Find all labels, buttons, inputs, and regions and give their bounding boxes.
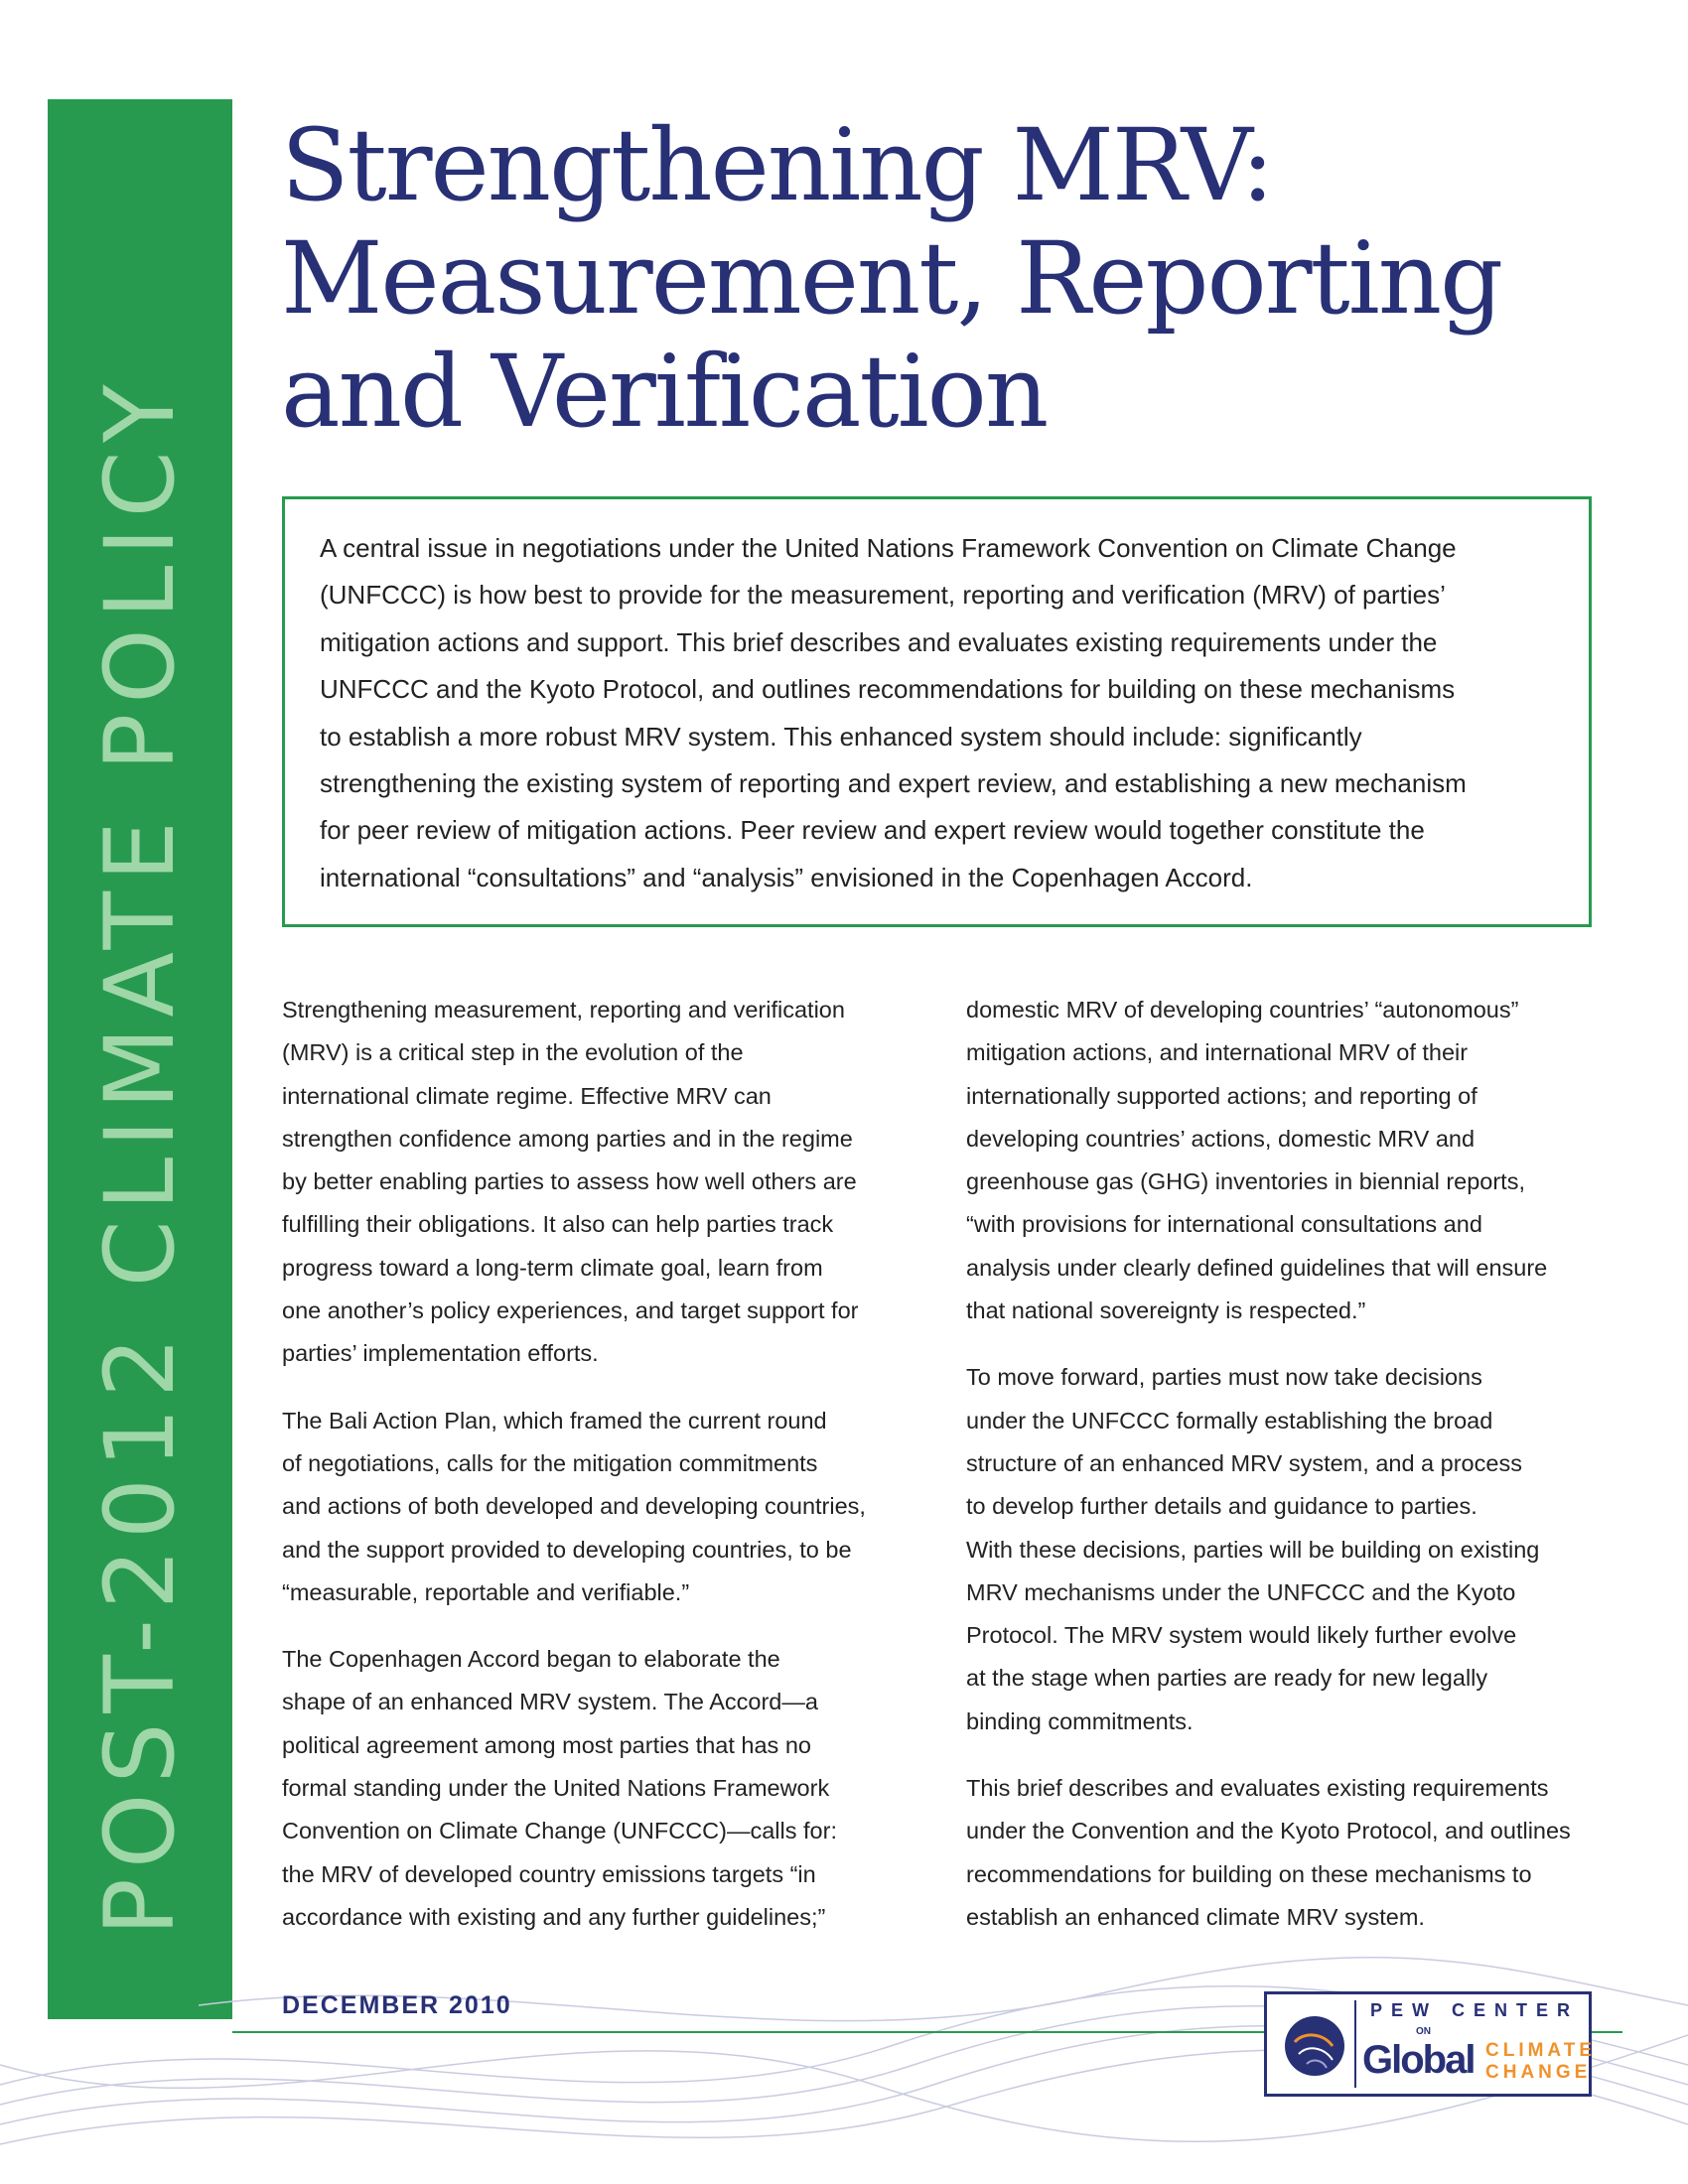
body-paragraph (282, 1638, 866, 1939)
body-line: formal standing under the United Nations Framework (282, 1775, 830, 1802)
body-paragraph (966, 1767, 1571, 1939)
body-line: “with provisions for international consultations and (966, 1211, 1482, 1238)
logo-on-text: ON (1416, 2026, 1431, 2037)
body-line: greenhouse gas (GHG) inventories in biennial reports, (966, 1168, 1525, 1195)
logo-global-text: Global (1362, 2038, 1475, 2082)
body-line: “measurable, reportable and verifiable.” (282, 1578, 690, 1605)
body-line: one another’s policy experiences, and target support for (282, 1297, 859, 1324)
summary-line: A central issue in negotiations under the United Nations Framework Convention on Climate Change (320, 533, 1457, 563)
body-line: binding commitments. (966, 1707, 1194, 1734)
body-line: international climate regime. Effective MRV can (282, 1082, 772, 1109)
body-line: that national sovereignty is respected.” (966, 1297, 1366, 1324)
body-line: to develop further details and guidance to parties. (966, 1493, 1477, 1520)
summary-line: strengthening the existing system of reporting and expert review, and establishing a new mechanism (320, 768, 1467, 799)
body-line: accordance with existing and any further guidelines;” (282, 1903, 826, 1930)
body-column-left (282, 989, 866, 1963)
body-line: recommendations for building on these mechanisms to (966, 1860, 1532, 1887)
body-line: progress toward a long-term climate goal, learn from (282, 1254, 823, 1281)
summary-box (282, 496, 1592, 927)
logo-divider (1354, 2000, 1356, 2088)
title-line: Strengthening MRV: (281, 107, 1273, 223)
body-line: With these decisions, parties will be building on existing (966, 1536, 1540, 1563)
body-line: Convention on Climate Change (UNFCCC)—calls for: (282, 1818, 837, 1844)
publication-date: DECEMBER 2010 (282, 1991, 512, 2019)
body-line: Protocol. The MRV system would likely further evolve (966, 1622, 1517, 1649)
body-line: domestic MRV of developing countries’ “autonomous” (966, 997, 1519, 1023)
body-paragraph (966, 989, 1571, 1332)
body-line: mitigation actions, and international MRV of their (966, 1039, 1469, 1066)
summary-line: for peer review of mitigation actions. Peer review and expert review would together constitute the (320, 815, 1425, 846)
summary-text (320, 525, 1571, 901)
body-line: To move forward, parties must now take decisions (966, 1364, 1482, 1391)
pew-center-logo[interactable] (1264, 1991, 1597, 2097)
body-line: The Bali Action Plan, which framed the current round (282, 1407, 827, 1433)
body-line: structure of an enhanced MRV system, and a process (966, 1449, 1522, 1476)
logo-change-text: CHANGE (1485, 2062, 1592, 2083)
globe-icon (1273, 2002, 1356, 2086)
body-line: at the stage when parties are ready for new legally (966, 1665, 1488, 1692)
body-line: and actions of both developed and developing countries, (282, 1493, 866, 1520)
body-paragraph (966, 1356, 1571, 1743)
body-line: under the UNFCCC formally establishing the broad (966, 1407, 1493, 1433)
body-line: under the Convention and the Kyoto Protocol, and outlines (966, 1818, 1571, 1844)
body-paragraph (282, 1400, 866, 1614)
body-column-right (966, 989, 1571, 1963)
sidebar-label: POST-2012 CLIMATE POLICY (84, 374, 196, 1936)
body-line: internationally supported actions; and reporting of (966, 1082, 1477, 1109)
title-line: and Verification (281, 334, 1048, 450)
title-line: Measurement, Reporting (281, 220, 1502, 337)
body-line: establish an enhanced climate MRV system. (966, 1903, 1425, 1930)
summary-line: international “consultations” and “analysis” envisioned in the Copenhagen Accord. (320, 862, 1253, 892)
body-line: parties’ implementation efforts. (282, 1340, 599, 1367)
summary-line: (UNFCCC) is how best to provide for the measurement, reporting and verification (MRV) of parties’ (320, 580, 1446, 611)
summary-line: UNFCCC and the Kyoto Protocol, and outlines recommendations for building on these mechanisms (320, 674, 1456, 705)
body-line: (MRV) is a critical step in the evolution of the (282, 1039, 744, 1066)
body-line: and the support provided to developing countries, to be (282, 1536, 852, 1563)
body-line: analysis under clearly defined guidelines that will ensure (966, 1254, 1548, 1281)
body-line: Strengthening measurement, reporting and verification (282, 997, 845, 1023)
summary-line: to establish a more robust MRV system. This enhanced system should include: significantly (320, 721, 1362, 751)
body-line: This brief describes and evaluates existing requirements (966, 1775, 1549, 1802)
body-paragraph (282, 989, 866, 1376)
summary-line: mitigation actions and support. This brief describes and evaluates existing requirements under the (320, 626, 1438, 657)
body-line: MRV mechanisms under the UNFCCC and the Kyoto (966, 1578, 1516, 1605)
body-line: political agreement among most parties that has no (282, 1731, 811, 1758)
body-line: the MRV of developed country emissions targets “in (282, 1860, 816, 1887)
body-line: developing countries’ actions, domestic MRV and (966, 1125, 1476, 1152)
body-line: of negotiations, calls for the mitigation commitments (282, 1449, 818, 1476)
body-line: by better enabling parties to assess how well others are (282, 1168, 857, 1195)
body-line: shape of an enhanced MRV system. The Accord—a (282, 1689, 818, 1715)
page-title (281, 109, 1572, 449)
logo-pew-center-text: PEW CENTER (1370, 2000, 1580, 2020)
body-line: The Copenhagen Accord began to elaborate the (282, 1646, 780, 1673)
logo-climate-text: CLIMATE (1485, 2040, 1597, 2061)
body-line: fulfilling their obligations. It also can help parties track (282, 1211, 834, 1238)
body-line: strengthen confidence among parties and in the regime (282, 1125, 853, 1152)
